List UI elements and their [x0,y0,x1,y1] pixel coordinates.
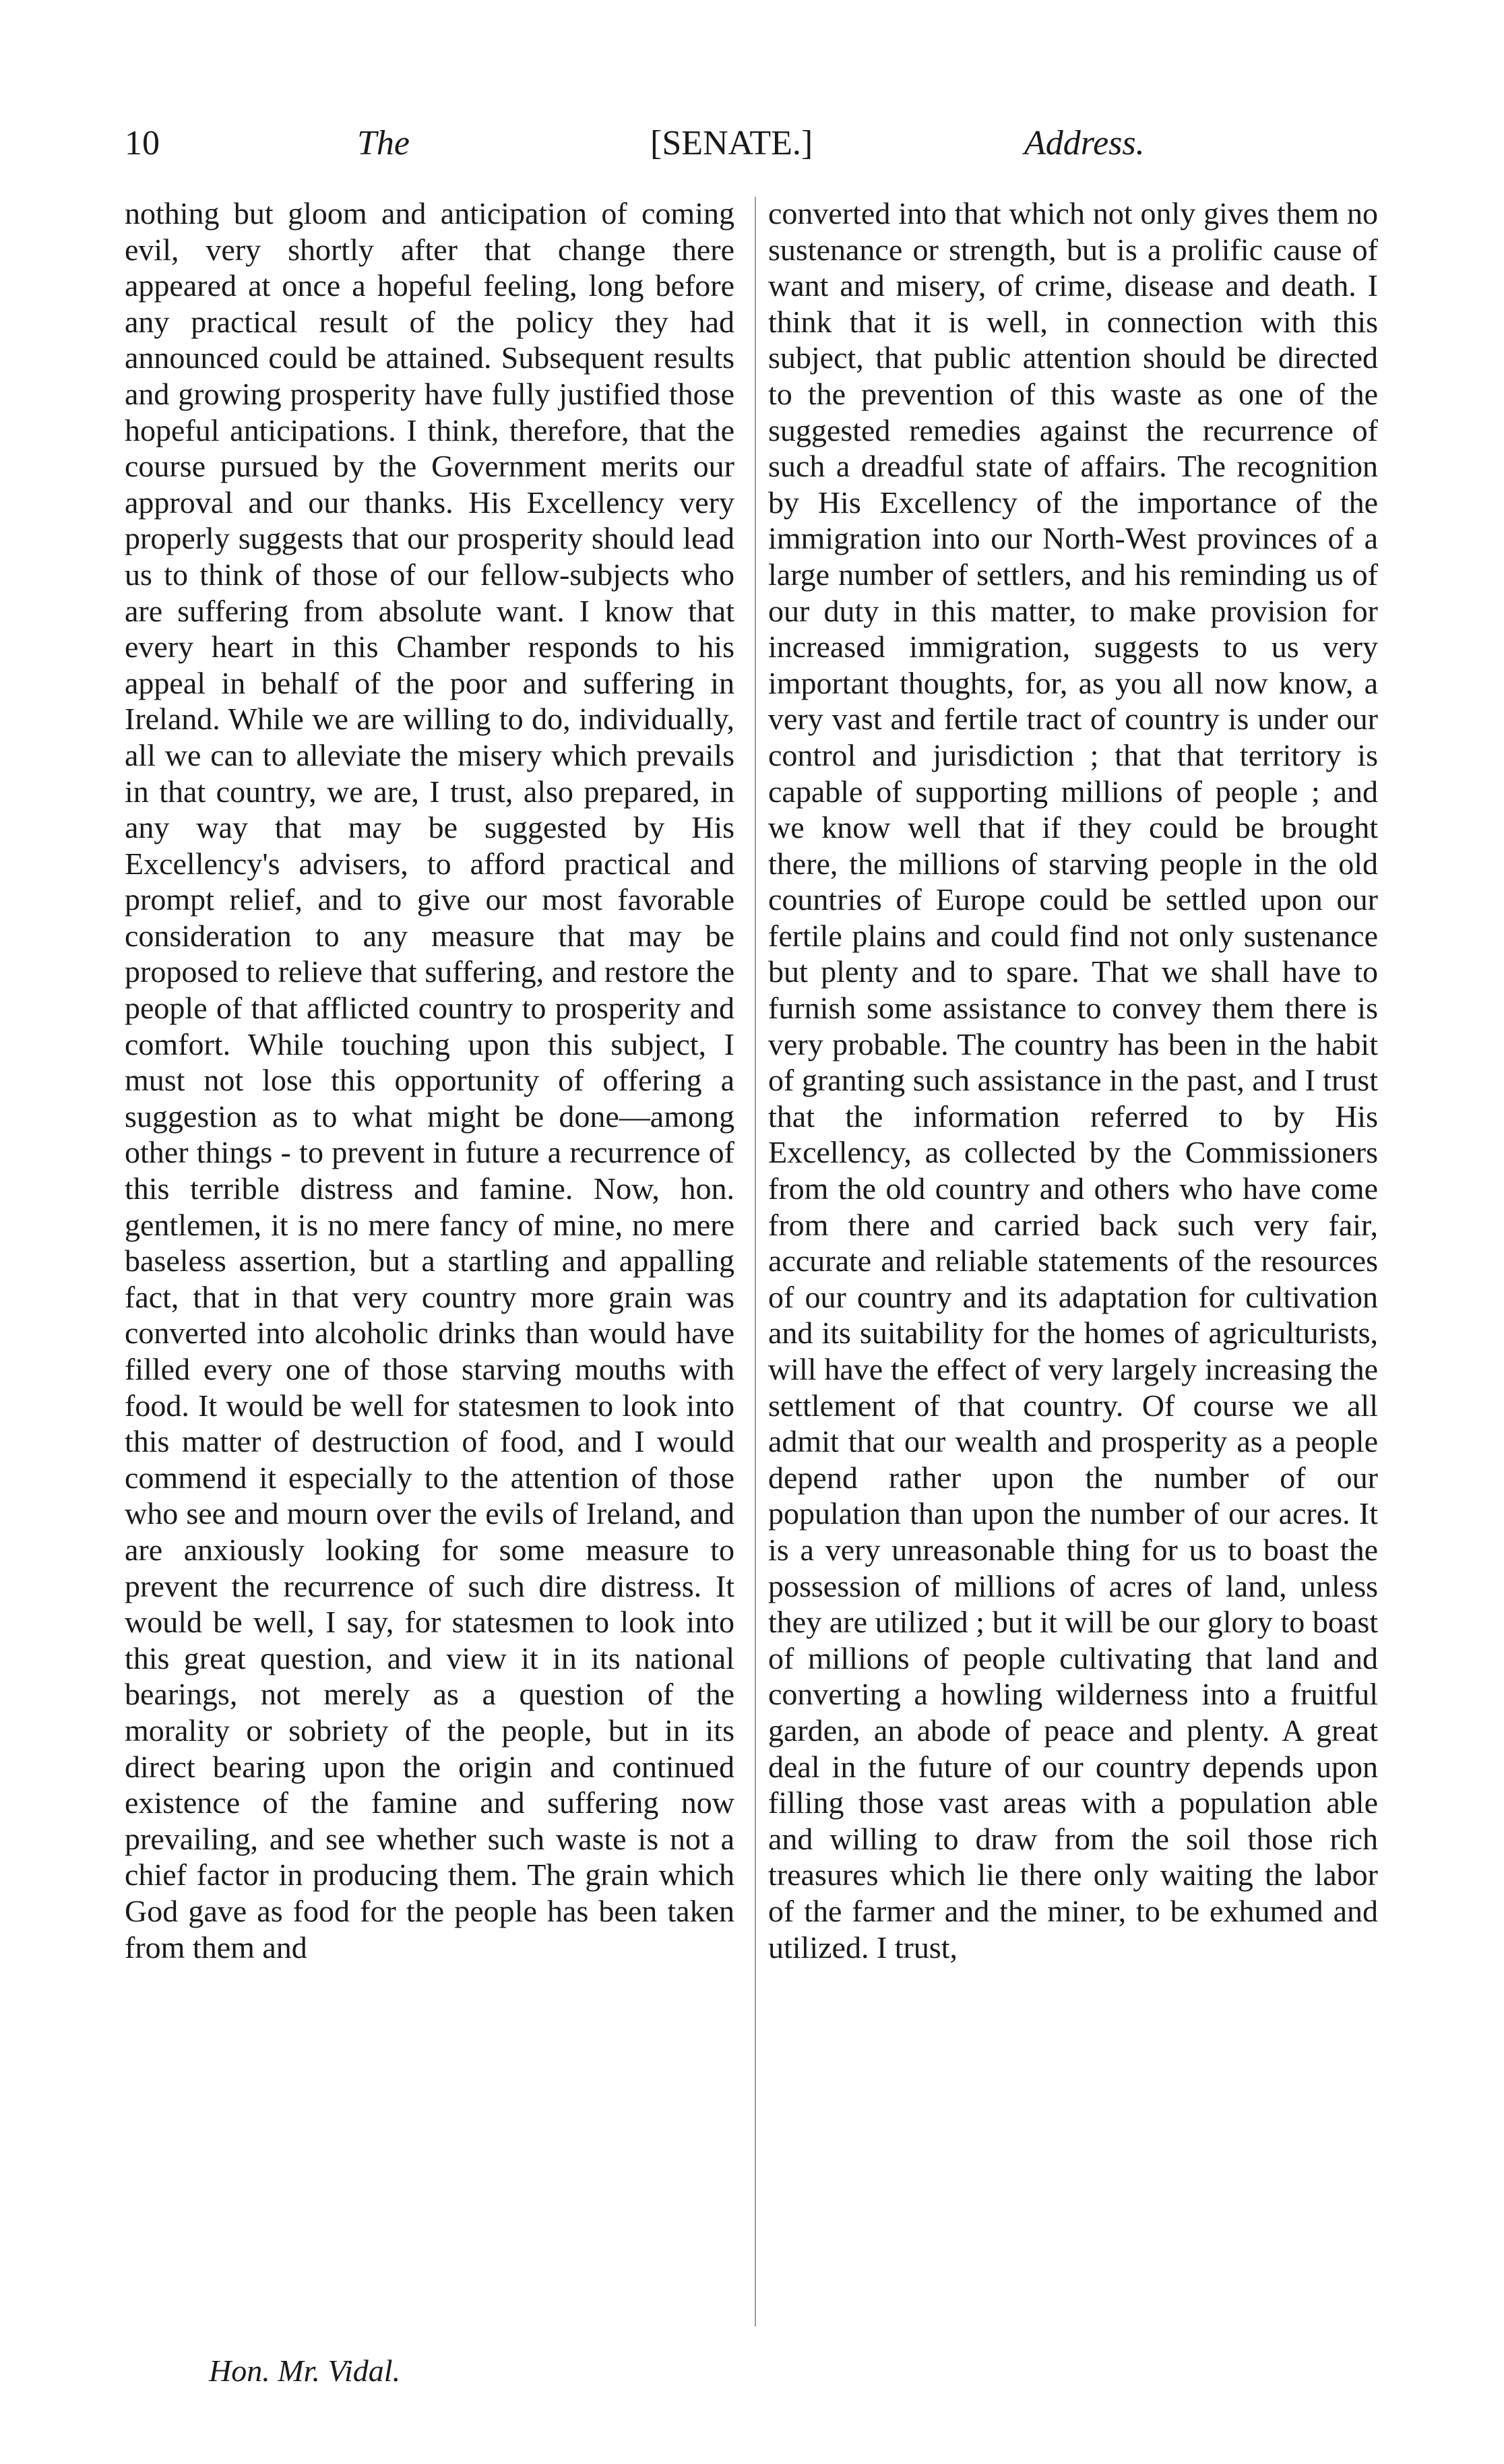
speaker-attribution: Hon. Mr. Vidal. [209,2353,401,2388]
column-divider [755,197,756,2327]
page-header [125,120,1162,167]
running-head-center: [SENATE.] [650,124,813,162]
page-number: 10 [125,124,160,162]
running-head-right: Address. [1024,124,1145,162]
running-head-left: The [357,124,410,162]
right-column-text: converted into that which not only gives them no sustenance or strength, but is a prolific cause of want and misery, of crime, disease and death. I think that it is well, in connection with this subject, that public attention should be directed to the prevention of this waste as one of the suggested remedies against the recurrence of such a dreadful state of affairs. The recognition by His Excellency of the importance of the immigration into our North-West provinces of a large number of settlers, and his reminding us of our duty in this matter, to make provision for increased immigration, suggests to us very important thoughts, for, as you all now know, a very vast and fertile tract of country is under our control and jurisdiction ; that that territory is capable of supporting millions of people ; and we know well that if they could be brought there, the millions of starving people in the old countries of Europe could be settled upon our fertile plains and could find not only sustenance but plenty and to spare. That we shall have to furnish some assistance to convey them there is very probable. The country has been in the habit of granting such assistance in the past, and I trust that the information referred to by His Excellency, as collected by the Commissioners from the old country and others who have come from there and carried back such very fair, accurate and reliable statements of the resources of our country and its adaptation for cultivation and its suitability for the homes of agriculturists, will have the effect of very largely increasing the settlement of that country. Of course we all admit that our wealth and prosperity as a people depend rather upon the number of our population than upon the number of our acres. It is a very unreasonable thing for us to boast the possession of millions of acres of land, unless they are utilized ; but it will be our glory to boast of millions of people cultivating that land and converting a howling wilderness into a fruitful garden, an abode of peace and plenty. A great deal in the future of our country depends upon filling those vast areas with a population able and willing to draw from the soil those rich treasures which lie there only waiting the labor of the farmer and the miner, to be exhumed and utilized. I trust, [768,196,1378,1965]
left-column-text: nothing but gloom and anticipation of coming evil, very shortly after that change there appeared at once a hopeful feeling, long before any practical result of the policy they had announced could be attained. Subsequent results and growing prosperity have fully justified those hopeful anticipations. I think, therefore, that the course pursued by the Government merits our approval and our thanks. His Excellency very properly suggests that our prosperity should lead us to think of those of our fellow-subjects who are suffering from absolute want. I know that every heart in this Chamber responds to his appeal in behalf of the poor and suffering in Ireland. While we are willing to do, individually, all we can to alleviate the misery which prevails in that country, we are, I trust, also prepared, in any way that may be suggested by His Excellency's advisers, to afford practical and prompt relief, and to give our most favorable consideration to any measure that may be proposed to relieve that suffering, and restore the people of that afflicted country to prosperity and comfort. While touching upon this subject, I must not lose this opportunity of offering a suggestion as to what might be done—among other things - to prevent in future a recurrence of this terrible distress and famine. Now, hon. gentlemen, it is no mere fancy of mine, no mere baseless assertion, but a startling and appalling fact, that in that very country more grain was converted into alcoholic drinks than would have filled every one of those starving mouths with food. It would be well for statesmen to look into this matter of destruction of food, and I would commend it especially to the attention of those who see and mourn over the evils of Ireland, and are anxiously looking for some measure to prevent the recurrence of such dire distress. It would be well, I say, for statesmen to look into this great question, and view it in its national bearings, not merely as a question of the morality or sobriety of the people, but in its direct bearing upon the origin and continued existence of the famine and suffering now prevailing, and see whether such waste is not a chief factor in producing them. The grain which God gave as food for the people has been taken from them and [125,196,734,1965]
